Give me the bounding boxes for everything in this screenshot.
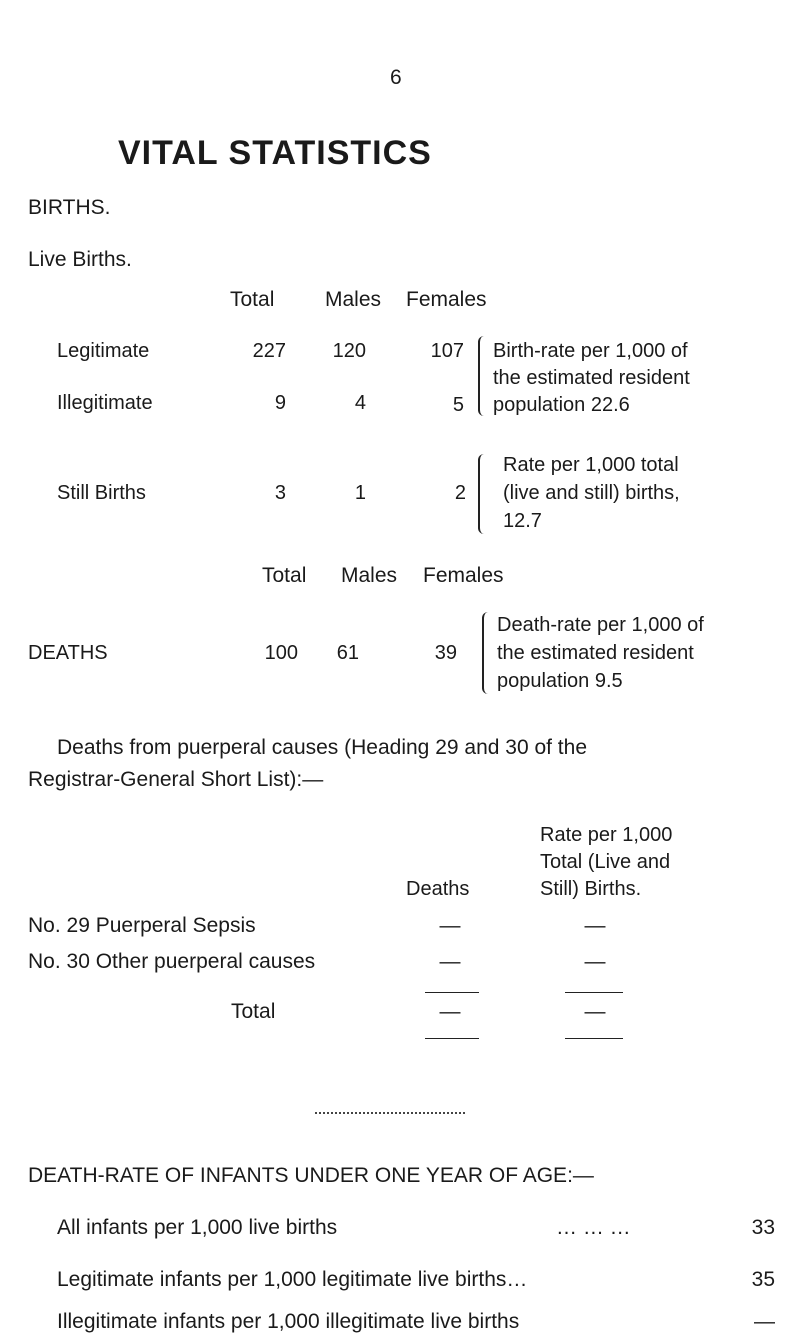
- puerperal-intro-line-2: Registrar-General Short List):—: [28, 768, 324, 791]
- illegitimate-males: 4: [354, 392, 366, 414]
- deaths-females: 39: [434, 642, 457, 664]
- still-births-males: 1: [354, 482, 366, 504]
- puerperal-row-1-rate: —: [584, 914, 606, 937]
- births-heading: BIRTHS.: [28, 196, 111, 219]
- deaths-col-males: Males: [341, 564, 398, 587]
- births-col-total: Total: [230, 288, 275, 311]
- infants-row-3-label: Illegitimate infants per 1,000 illegitimate live births: [57, 1310, 520, 1333]
- still-births-total: 3: [274, 482, 286, 504]
- puerperal-row-1-deaths: —: [439, 914, 461, 937]
- total-rate: —: [584, 1000, 606, 1023]
- illegitimate-females: 5: [452, 394, 464, 416]
- death-rate-brace: [482, 612, 492, 694]
- row-label-still-births: Still Births: [57, 482, 146, 504]
- infants-heading: DEATH-RATE OF INFANTS UNDER ONE YEAR OF AGE:—: [28, 1164, 594, 1187]
- puerperal-intro-line-1: Deaths from puerperal causes (Heading 29 and 30 of the: [57, 736, 587, 759]
- puerperal-row-2-deaths: —: [439, 950, 461, 973]
- rate-col-line-3: Still) Births.: [540, 878, 642, 900]
- live-births-heading: Live Births.: [28, 248, 132, 271]
- births-col-males: Males: [325, 288, 382, 311]
- still-rate-note-line-2: (live and still) births,: [503, 482, 680, 504]
- total-rule-top-rate: [565, 992, 623, 993]
- births-col-females: Females: [406, 288, 487, 311]
- infants-row-1-label: All infants per 1,000 live births: [57, 1216, 338, 1239]
- page-title: VITAL STATISTICS: [118, 134, 432, 172]
- illegitimate-total: 9: [274, 392, 286, 414]
- death-rate-note-line-2: the estimated resident: [497, 642, 694, 664]
- infants-row-2-value: 35: [751, 1268, 775, 1291]
- puerperal-row-1-label: No. 29 Puerperal Sepsis: [28, 914, 256, 937]
- row-label-illegitimate: Illegitimate: [57, 392, 153, 414]
- deaths-label: DEATHS: [28, 642, 108, 664]
- still-rate-note-line-3: 12.7: [503, 510, 542, 532]
- death-rate-note-line-1: Death-rate per 1,000 of: [497, 614, 704, 636]
- dotted-separator: [315, 1112, 465, 1114]
- still-rate-brace: [478, 454, 488, 534]
- infants-row-1-leader: … … …: [556, 1216, 631, 1239]
- total-label: Total: [231, 1000, 276, 1023]
- still-rate-note-line-1: Rate per 1,000 total: [503, 454, 679, 476]
- legitimate-males: 120: [332, 340, 366, 362]
- deaths-col-females: Females: [423, 564, 504, 587]
- legitimate-total: 227: [252, 340, 286, 362]
- total-rule-top-deaths: [425, 992, 479, 993]
- still-births-females: 2: [454, 482, 466, 504]
- deaths-males: 61: [336, 642, 359, 664]
- page-number: 6: [390, 66, 402, 89]
- rate-col-line-2: Total (Live and: [540, 851, 671, 873]
- birth-rate-note-line-2: the estimated resident: [493, 367, 690, 389]
- death-rate-note-line-3: population 9.5: [497, 670, 623, 692]
- puerperal-row-2-label: No. 30 Other puerperal causes: [28, 950, 316, 973]
- deaths-col-total: Total: [262, 564, 307, 587]
- total-deaths: —: [439, 1000, 461, 1023]
- puerperal-row-2-rate: —: [584, 950, 606, 973]
- deaths-total: 100: [264, 642, 298, 664]
- birth-rate-note-line-3: population 22.6: [493, 394, 630, 416]
- total-rule-bottom-deaths: [425, 1038, 479, 1039]
- infants-row-1-value: 33: [751, 1216, 775, 1239]
- deaths-col-header: Deaths: [406, 878, 470, 900]
- rate-col-line-1: Rate per 1,000: [540, 824, 673, 846]
- legitimate-females: 107: [430, 340, 464, 362]
- total-rule-bottom-rate: [565, 1038, 623, 1039]
- birth-rate-note-line-1: Birth-rate per 1,000 of: [493, 340, 688, 362]
- birth-rate-brace: [478, 336, 488, 416]
- infants-row-3-value: —: [754, 1310, 775, 1333]
- row-label-legitimate: Legitimate: [57, 340, 150, 362]
- infants-row-2-label: Legitimate infants per 1,000 legitimate live births…: [57, 1268, 528, 1291]
